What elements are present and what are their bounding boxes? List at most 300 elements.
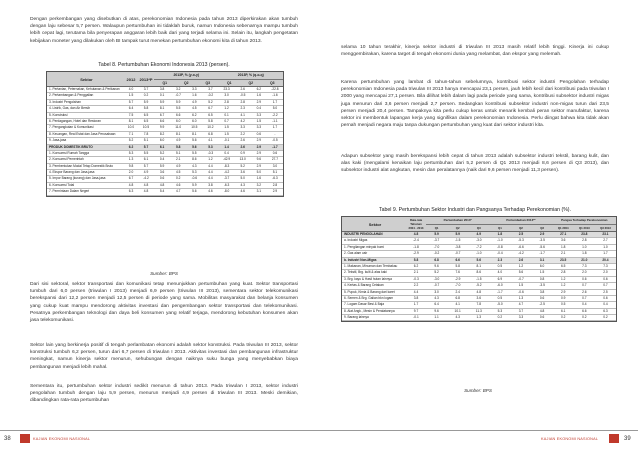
table-cell: 4.4 (413, 289, 419, 294)
header-subcolumn: Q2 (519, 226, 523, 230)
row-label: 5. Konstruksi (49, 112, 68, 117)
table-cell: 1.2 (208, 157, 213, 162)
table-cell: 5.7 (143, 144, 149, 149)
table-cell: 3.6 (240, 170, 245, 175)
table-cell: 9.9 (159, 125, 165, 130)
footer-logo (20, 434, 30, 443)
header-subcolumn: Q1 2013 (578, 226, 590, 230)
paragraph: Sektor lain yang berkinerja positif di tengah perlambatan ekonomi adalah sektor konstruksi. Pada triwulan III 2013, sektor konstruksi tumbuh 6,2 persen, turun dari 6,7 persen di triwulan I 2013. Aktivitas investasi dan pembangunan infrastruktur meningkat, namun kinerja sektor menurun, sehubungan dengan naiknya suku bunga yang menyebabkan biaya pembangunan menjadi lebih mahal. (30, 343, 298, 370)
table-cell: 1.8 (560, 244, 566, 249)
table-cell: 4.8 (128, 182, 134, 187)
table-cell: -4.2 (518, 251, 524, 256)
table-cell: 7.1 (128, 131, 134, 136)
table-cell: 1.2 (560, 276, 566, 281)
table-cell: 8.1 (128, 118, 134, 123)
table-cell: 5.8 (413, 257, 419, 262)
header-2012: 2012 (126, 76, 136, 82)
table-cell: 0.4 (159, 157, 165, 162)
table-cell: 5.9 (143, 99, 149, 104)
table-cell: 0.6 (256, 131, 262, 136)
table-cell: 0.6 (272, 150, 278, 155)
table-cell: 9.7 (413, 308, 419, 313)
table-cell: -8.3 (223, 163, 230, 168)
table-cell: - (274, 131, 276, 136)
table-cell: 1.6 (256, 176, 262, 181)
table-cell: 9.6 (434, 263, 439, 268)
table-cell: 5.8 (455, 263, 460, 268)
table-cell: 8.1 (476, 263, 481, 268)
table-cell: 5.2 (159, 150, 165, 155)
table-cell: 3.3 (256, 112, 262, 117)
table-cell: 4.4 (208, 170, 213, 175)
table-cell: -1.7 (272, 144, 278, 149)
table-source: Sumber: BPS (150, 271, 178, 276)
table-cell: 7.3 (582, 263, 587, 268)
table-cell: 3.3 (518, 315, 524, 320)
table-cell: 0.8 (539, 276, 545, 281)
table-cell: 13.0 (239, 157, 246, 162)
table-cell: 2.9 (539, 232, 545, 236)
header-qoq: 2013P, % (q-o-q) (237, 73, 264, 77)
table-cell: 23.5 (560, 257, 567, 262)
table-cell: 2.0 (582, 270, 587, 275)
table-cell: 5.9 (455, 232, 460, 236)
table-cell: 23.3 (223, 87, 230, 91)
table-cell: -0.1 (223, 138, 230, 143)
table-cell: 10.2 (207, 125, 214, 130)
header-sektor: Sektor (80, 76, 93, 82)
table-cell: 6.4 (434, 302, 439, 307)
footer (319, 426, 638, 452)
row-label: a. Industri Migas (344, 238, 368, 243)
table-cell: 5.0 (256, 170, 262, 175)
table-cell: 2.9 (256, 150, 262, 155)
header-subcolumn: Q3 2013 (600, 226, 611, 230)
table-caption: Tabel 8. Pertumbuhan Ekonomi Indonesia 2013 (persen). (98, 62, 230, 68)
table-cell: 5.5 (175, 106, 181, 111)
table-cell: 11.3 (475, 308, 482, 313)
table-cell: 6.9 (497, 276, 503, 281)
table-cell: 5.2 (128, 138, 134, 143)
table-cell: 5.3 (208, 144, 213, 149)
table-cell: 5.8 (208, 118, 213, 123)
header-subcolumn: Q2 (455, 226, 460, 230)
table-cell: 9.8 (128, 163, 134, 168)
table-cell: 4.1 (455, 302, 460, 307)
table-cell: 4.2 (240, 118, 245, 123)
table-cell: 2.6 (518, 257, 524, 262)
table-cell: 10.5 (142, 125, 150, 130)
industry-table (341, 216, 617, 322)
row-label: 3. Pembentukan Modal Tetap Domestik Bruto (49, 163, 114, 168)
table-cell: 6.3 (128, 189, 134, 194)
table-cell: -0.8 (497, 244, 503, 249)
table-cell: 6.2 (413, 263, 419, 268)
table-cell: 6.1 (560, 308, 566, 313)
table-cell: 4.5 (175, 170, 181, 175)
table-cell: 6.6 (582, 308, 587, 313)
table-cell: 4.8 (539, 308, 545, 313)
table-cell: 6.6 (159, 118, 165, 123)
table-cell: -3.7 (433, 238, 440, 243)
table-cell: 3.6 (476, 295, 481, 300)
row-label: 2. Tekstil, Brg. kulit & alas kaki (344, 270, 387, 275)
table-cell: 0.5 (560, 302, 566, 307)
table-cell: 5.9 (159, 99, 165, 104)
table-cell: 10.0 (127, 125, 135, 130)
table-cell: 1.5 (128, 93, 134, 98)
table-cell: 3.6 (560, 238, 566, 243)
table-cell: -0.4 (497, 251, 503, 256)
table-cell: 1.3 (476, 315, 481, 320)
row-label: 9. Barang lainnya (344, 315, 369, 320)
table-cell: 7.8 (476, 302, 481, 307)
table-cell: 4.9 (175, 163, 181, 168)
table-cell: 3.8 (208, 182, 213, 187)
table-cell: 2.8 (560, 270, 566, 275)
row-label: 2. Konsumsi Pemerintah (49, 157, 84, 162)
table-cell: 5.0 (272, 106, 278, 111)
table-cell: 5.5 (192, 150, 197, 155)
table-cell: 2.1 (413, 270, 419, 275)
table-cell: -0.7 (518, 276, 524, 281)
table-cell: 5.9 (159, 163, 165, 168)
table-cell: -5.6 (539, 244, 545, 249)
table-cell: 0.6 (539, 315, 545, 320)
table-cell: 2.6 (240, 144, 245, 149)
row-label: 5. Impor Barang (kurang) dan Jasa-jasa (49, 176, 106, 181)
table-cell: 7.8 (143, 131, 149, 136)
table-cell: 4.3 (192, 163, 197, 168)
row-label: 8. Alat Angk., Mesin & Peralatannya (344, 308, 395, 313)
table-cell: 10.5 (191, 125, 198, 130)
table-cell: 4.6 (208, 189, 213, 194)
table-cell: -42.9 (222, 157, 231, 162)
table-cell: 1.2 (560, 283, 566, 288)
table-cell: 5.9 (192, 182, 197, 187)
table-cell: -5.3 (518, 238, 524, 243)
table-cell: 5.9 (175, 99, 181, 104)
table-cell: 4.1 (208, 138, 213, 143)
table-cell: 11.0 (175, 125, 182, 130)
table-cell: 4.7 (175, 189, 181, 194)
table-cell: 4.9 (143, 170, 149, 175)
header-avg-period: 2004 - 2013 (408, 226, 424, 230)
row-label: INDUSTRI PENGOLAHAN (344, 232, 383, 236)
table-cell: 2.9 (256, 163, 262, 168)
table-cell: 5.0 (240, 176, 245, 181)
header-subcolumn: Q1 (434, 226, 439, 230)
table-cell: 6.3 (603, 308, 608, 313)
table-source: Sumber: BPS (464, 388, 492, 393)
table-cell: -1.6 (272, 93, 278, 98)
table-cell: -0.2 (433, 251, 440, 256)
table-cell: 5.6 (192, 138, 197, 143)
table-cell: -3.0 (476, 238, 482, 243)
table-cell: 4.0 (128, 87, 134, 91)
table-cell: 1.4 (224, 144, 229, 149)
table-cell: 5.1 (175, 150, 181, 155)
table-cell: 6.5 (208, 112, 213, 117)
table-header (342, 217, 616, 232)
table-cell: -2.5 (539, 302, 545, 307)
table-cell: 5.8 (143, 106, 149, 111)
table-cell: 0.4 (256, 106, 262, 111)
table-cell: 6.6 (455, 257, 460, 262)
table-cell: 0.2 (143, 93, 149, 98)
table-cell: 6.7 (128, 176, 134, 181)
table-cell: 1.8 (497, 232, 503, 236)
header-quarter: Q3 (269, 81, 275, 85)
header-sektor: Sektor (368, 221, 382, 227)
table-cell: 5.6 (192, 144, 197, 149)
table-cell: -0.5 (239, 93, 246, 98)
table-cell: 6.5 (143, 118, 149, 123)
table-cell: 3.6 (159, 170, 165, 175)
table-cell: 6.0 (192, 118, 197, 123)
header-subcolumn: Q1 (498, 226, 502, 230)
table-cell: 2.0 (603, 270, 608, 275)
header-avg: Rata-rata Tahunan (409, 218, 423, 226)
paragraph: selama 10 tahun terakhir, kinerja sektor industri di triwulan III 2013 masih relatif lebih tinggi. Kinerja ini cukup menggembirakan, karena target di tengah ekonomi dunia yang melambat, dan ekspor yang melemah. (341, 45, 609, 58)
table-cell: 8.6 (192, 157, 197, 162)
table-cell: 5.2 (208, 99, 213, 104)
table-cell: 2.4 (455, 289, 460, 294)
table-cell: -2.4 (413, 238, 419, 243)
table-cell: 6.7 (159, 112, 165, 117)
table-cell: 1.5 (224, 131, 229, 136)
row-label: 6. Perdagangan, Hotel dan Restoran (49, 118, 101, 123)
table-cell: 3.8 (159, 87, 165, 91)
table-cell: 1.7 (413, 302, 419, 307)
table-cell: 6.8 (455, 295, 460, 300)
table-cell: 2.9 (256, 99, 262, 104)
table-cell: 1.6 (192, 93, 197, 98)
table-cell: 3.7 (518, 308, 524, 313)
table-row (47, 189, 283, 195)
table-cell: 5.6 (192, 189, 197, 194)
paragraph: Adapun subsektor yang masih berekspansi lebih cepat di tahun 2013 adalah subsektor industri tekstil, barang kulit, dan alas kaki (mengalami kenaikan laju pertumbuhan dari 5,2 persen di Q1 2013 menjadi 8,6 persen di Q3 2013), dan subsektor industri alat angkutan, mesin dan peralatannya (naik dari 9,6 persen menjadi 11,3 persen). (341, 154, 609, 174)
table-cell: 6.0 (159, 138, 165, 143)
table-cell: 5.2 (434, 270, 439, 275)
table-cell: 4.8 (143, 182, 149, 187)
table-cell: 5.6 (476, 257, 481, 262)
table-cell: 0.4 (603, 302, 608, 307)
table-cell: -1.0 (476, 251, 482, 256)
table-cell: 1.7 (272, 99, 278, 104)
page-number: 39 (624, 436, 631, 442)
header-quarter: Q1 (162, 81, 168, 85)
table-cell: 4.3 (455, 315, 460, 320)
table-cell: 0.7 (582, 295, 587, 300)
table-cell: 0.5 (497, 295, 503, 300)
table-row (342, 315, 616, 321)
table-cell: 2.2 (240, 131, 245, 136)
growth-table (46, 71, 284, 197)
table-cell: 21.0 (581, 257, 588, 262)
table-cell: 6.1 (143, 157, 149, 162)
table-cell: 1.3 (518, 295, 524, 300)
table-cell: 0.2 (175, 176, 181, 181)
table-cell: 4.1 (240, 112, 245, 117)
table-cell: -6.0 (497, 283, 503, 288)
table-cell: 10.1 (454, 308, 461, 313)
table-cell: 1.7 (272, 125, 278, 130)
paragraph: Dari sisi sektoral, sektor transportasi dan komunikasi tetap menunjukkan pertumbuhan yang kuat. Sektor transportasi tumbuh dari 6,0 persen (triwulan I 2013) menjadi 6,9 persen (triwulan III 2013), sementara sektor telekomunikasi berekspansi dari 12,2 persen menjadi 12,5 persen di periode yang sama. Mobilitas masyarakat dan belanja konsumen yang cukup kuat mampu mendorong aktivitas investasi dan pengembangan sektor transportasi dan telekomunikasi. Pesatnya perkembangan teknologi dan daya beli konsumen yang relatif terjaga, mendorong kebutuhan konsumen akan jasa telekomunikasi. (30, 282, 298, 324)
table-cell: 6.1 (159, 144, 165, 149)
row-label: 1. Pengilangan minyak bumi (344, 244, 385, 249)
table-cell: 2.6 (240, 138, 245, 143)
table-cell: -1.8 (413, 244, 419, 249)
table-cell: -0.7 (175, 93, 181, 98)
table-cell: -6.6 (518, 244, 524, 249)
table-cell: 5.8 (175, 144, 181, 149)
row-label: 7. Pengangkutan & Komunikasi (49, 125, 94, 130)
table-cell: -1.7 (539, 251, 545, 256)
table-cell: 5.6 (518, 270, 524, 275)
row-label: 4. Ekspor Barang dan Jasa-jasa (49, 170, 95, 175)
row-label: 4. Listrik, Gas, dan Air Bersih (49, 106, 91, 111)
table-cell: 7.3 (603, 263, 608, 268)
table-cell: 4.3 (240, 182, 245, 187)
table-cell: 0.6 (582, 276, 587, 281)
row-label: 6. Semen & Brg. Galian bkn logam (344, 295, 394, 300)
table-cell: 2.6 (582, 289, 587, 294)
paragraph: Karena pertumbuhan yang lambat di tahun-tahun sebelumnya, kontribusi sektor industri Pengolahan terhadap perekonomian Indonesia pada triwulan III 2013 hanya mencapai 23,1 persen, jauh lebih kecil dari kontribusi pada triwulan I 2000 yang mencapai 27,1 persen. Bila dilihat lebih dalam lagi pada periode yang sama, kontribusi subsektor industri migas juga menurun dari 3,6 persen menjadi 2,7 persen. Sedangkan kontribusi subsektor industri non-migas turun dari 23,5 persen menjadi 20,4 persen. Tampaknya kita perlu cukup keras untuk menarik kembali peran sektor manufaktur, karena sektor ini membentuk lapangan kerja yang signifikan dalam perekonomian Indonesia. Perlu diingat bahwa kita tidak akan pernah menjadi negara maju tanpa dukungan pertumbuhan yang kuat dari sektor industri kita. (341, 80, 609, 129)
table-cell: 4.9 (476, 232, 481, 236)
table-cell: -0.1 (413, 315, 419, 320)
header-yoy: 2013P, % (y-o-y) (173, 73, 200, 77)
table-cell: 23.8 (581, 232, 588, 236)
footer-title: KAJIAN EKONOMI NASIONAL (33, 437, 91, 441)
table-cell: 0.9 (560, 295, 566, 300)
table-cell: 1.5 (518, 283, 524, 288)
table-cell: 23.1 (602, 232, 609, 236)
footer-title: KAJIAN EKONOMI NASIONAL (541, 437, 599, 441)
table-cell: 6.2 (128, 144, 134, 149)
footer (0, 426, 319, 452)
table-cell: -3.5 (539, 283, 545, 288)
row-label: 1. Konsumsi Rumah Tangga (49, 150, 89, 155)
table-cell: 5.7 (143, 163, 149, 168)
table-cell: 8.6 (476, 270, 481, 275)
table-cell: 3.8 (413, 295, 419, 300)
table-cell: -1.5 (476, 276, 482, 281)
table-cell: 2.3 (497, 257, 503, 262)
table-cell: 8.1 (175, 131, 181, 136)
table-cell: -7.2 (476, 244, 482, 249)
table-cell: 4.8 (159, 182, 165, 187)
row-label: 6. Konsumsi Total (49, 182, 75, 187)
table-cell: 2.9 (560, 289, 566, 294)
table-cell: -3.8 (454, 244, 461, 249)
table-cell: 9.6 (256, 157, 262, 162)
table-cell: 1.5 (224, 125, 229, 130)
table-cell: -2.9 (413, 251, 419, 256)
table-cell: 3.7 (143, 87, 149, 91)
header-subcolumn: Q3 (540, 226, 544, 230)
table-cell: 4.5 (192, 106, 197, 111)
row-label: 8. Keuangan, Real Estat dan Jasa Perusahaan (49, 131, 116, 136)
table-cell: 2.7 (603, 238, 608, 243)
table-cell: -1.1 (272, 118, 278, 123)
paragraph: Sementara itu, pertumbuhan sektor industri sedikit menurun di tahun 2013. Pada triwulan I 2013, sektor industri pengolahan tumbuh dengan laju 5,9 persen, menurun menjadi 4,9 persen di triwulan III 2013. Meski demikian, dibandingkan rata-rata pertumbuhan (30, 384, 298, 404)
table-cell: -8.0 (223, 189, 230, 194)
header-quarter: Q1 (226, 81, 232, 85)
table-cell: 0.9 (240, 150, 245, 155)
table-cell: 0.4 (582, 302, 587, 307)
table-cell: 0.7 (582, 283, 587, 288)
table-header (47, 72, 283, 87)
row-label: 2. Gas alam cair (344, 251, 368, 256)
table-cell: 4.8 (143, 189, 149, 194)
table-cell: 3.0 (272, 163, 278, 168)
table-cell: -5.0 (497, 302, 503, 307)
table-cell: -3.7 (223, 176, 230, 181)
row-label: 2. Pertambangan & Penggalian (49, 93, 94, 98)
table-cell: 0.2 (497, 315, 503, 320)
table-cell: 3.1 (256, 189, 262, 194)
row-label: 5. Pupuk, Kimia & Barang dari karet (344, 289, 395, 294)
table-cell: -0.6 (518, 289, 524, 294)
table-cell: 2.9 (256, 138, 262, 143)
table-cell: 5.7 (128, 99, 134, 104)
table-cell: 0.6 (159, 176, 165, 181)
page-number: 38 (4, 436, 11, 442)
table-cell: 9.6 (434, 308, 439, 313)
table-cell: 1.1 (434, 315, 439, 320)
table-cell: 3.2 (256, 182, 262, 187)
table-cell: 6.0 (175, 118, 181, 123)
table-cell: -6.3 (223, 182, 230, 187)
table-cell: 5.2 (240, 163, 245, 168)
table-cell: 3.3 (192, 87, 197, 91)
table-cell: 6.8 (434, 257, 439, 262)
row-label: b. Industri Non-Migas (344, 257, 377, 262)
table-cell: 6.5 (143, 112, 149, 117)
row-label: PRODUK DOMESTIK BRUTO (49, 144, 93, 149)
table-cell: 5.4 (159, 189, 165, 194)
table-cell: -1.7 (497, 289, 503, 294)
table-cell: -0.2 (207, 93, 214, 98)
table-cell: 3.0 (224, 93, 229, 98)
table-cell: 3.8 (539, 289, 545, 294)
table-cell: 3.3 (240, 125, 245, 130)
table-cell: -0.3 (207, 150, 214, 155)
table-cell: 4.6 (175, 182, 181, 187)
table-cell: 0.5 (497, 263, 503, 268)
table-cell: -3.5 (539, 238, 545, 243)
table-cell: 3.1 (539, 257, 545, 262)
table-caption: Tabel 9. Pertumbuhan Sektor Industri dan Pangsanya Terhadap Perekonomian (%). (379, 207, 571, 213)
table-cell: 7.5 (128, 112, 134, 117)
table-cell: 0.1 (224, 112, 229, 117)
table-cell: -4.2 (143, 176, 149, 181)
table-cell: 8.2 (159, 131, 165, 136)
table-cell: 2.9 (272, 189, 278, 194)
table-cell: 2.1 (175, 157, 181, 162)
table-cell: 20.4 (602, 257, 609, 262)
table-cell: 3.2 (175, 87, 181, 91)
table-cell: 2.8 (224, 99, 229, 104)
table-cell: 0.1 (159, 93, 165, 98)
table-cell: 1.2 (224, 106, 229, 111)
table-cell: -22.8 (271, 87, 279, 91)
header-subcolumn: Q3 (476, 226, 481, 230)
table-cell: 5.1 (272, 170, 278, 175)
table-cell: 5.5 (143, 150, 149, 155)
table-cell: 5.3 (497, 308, 503, 313)
